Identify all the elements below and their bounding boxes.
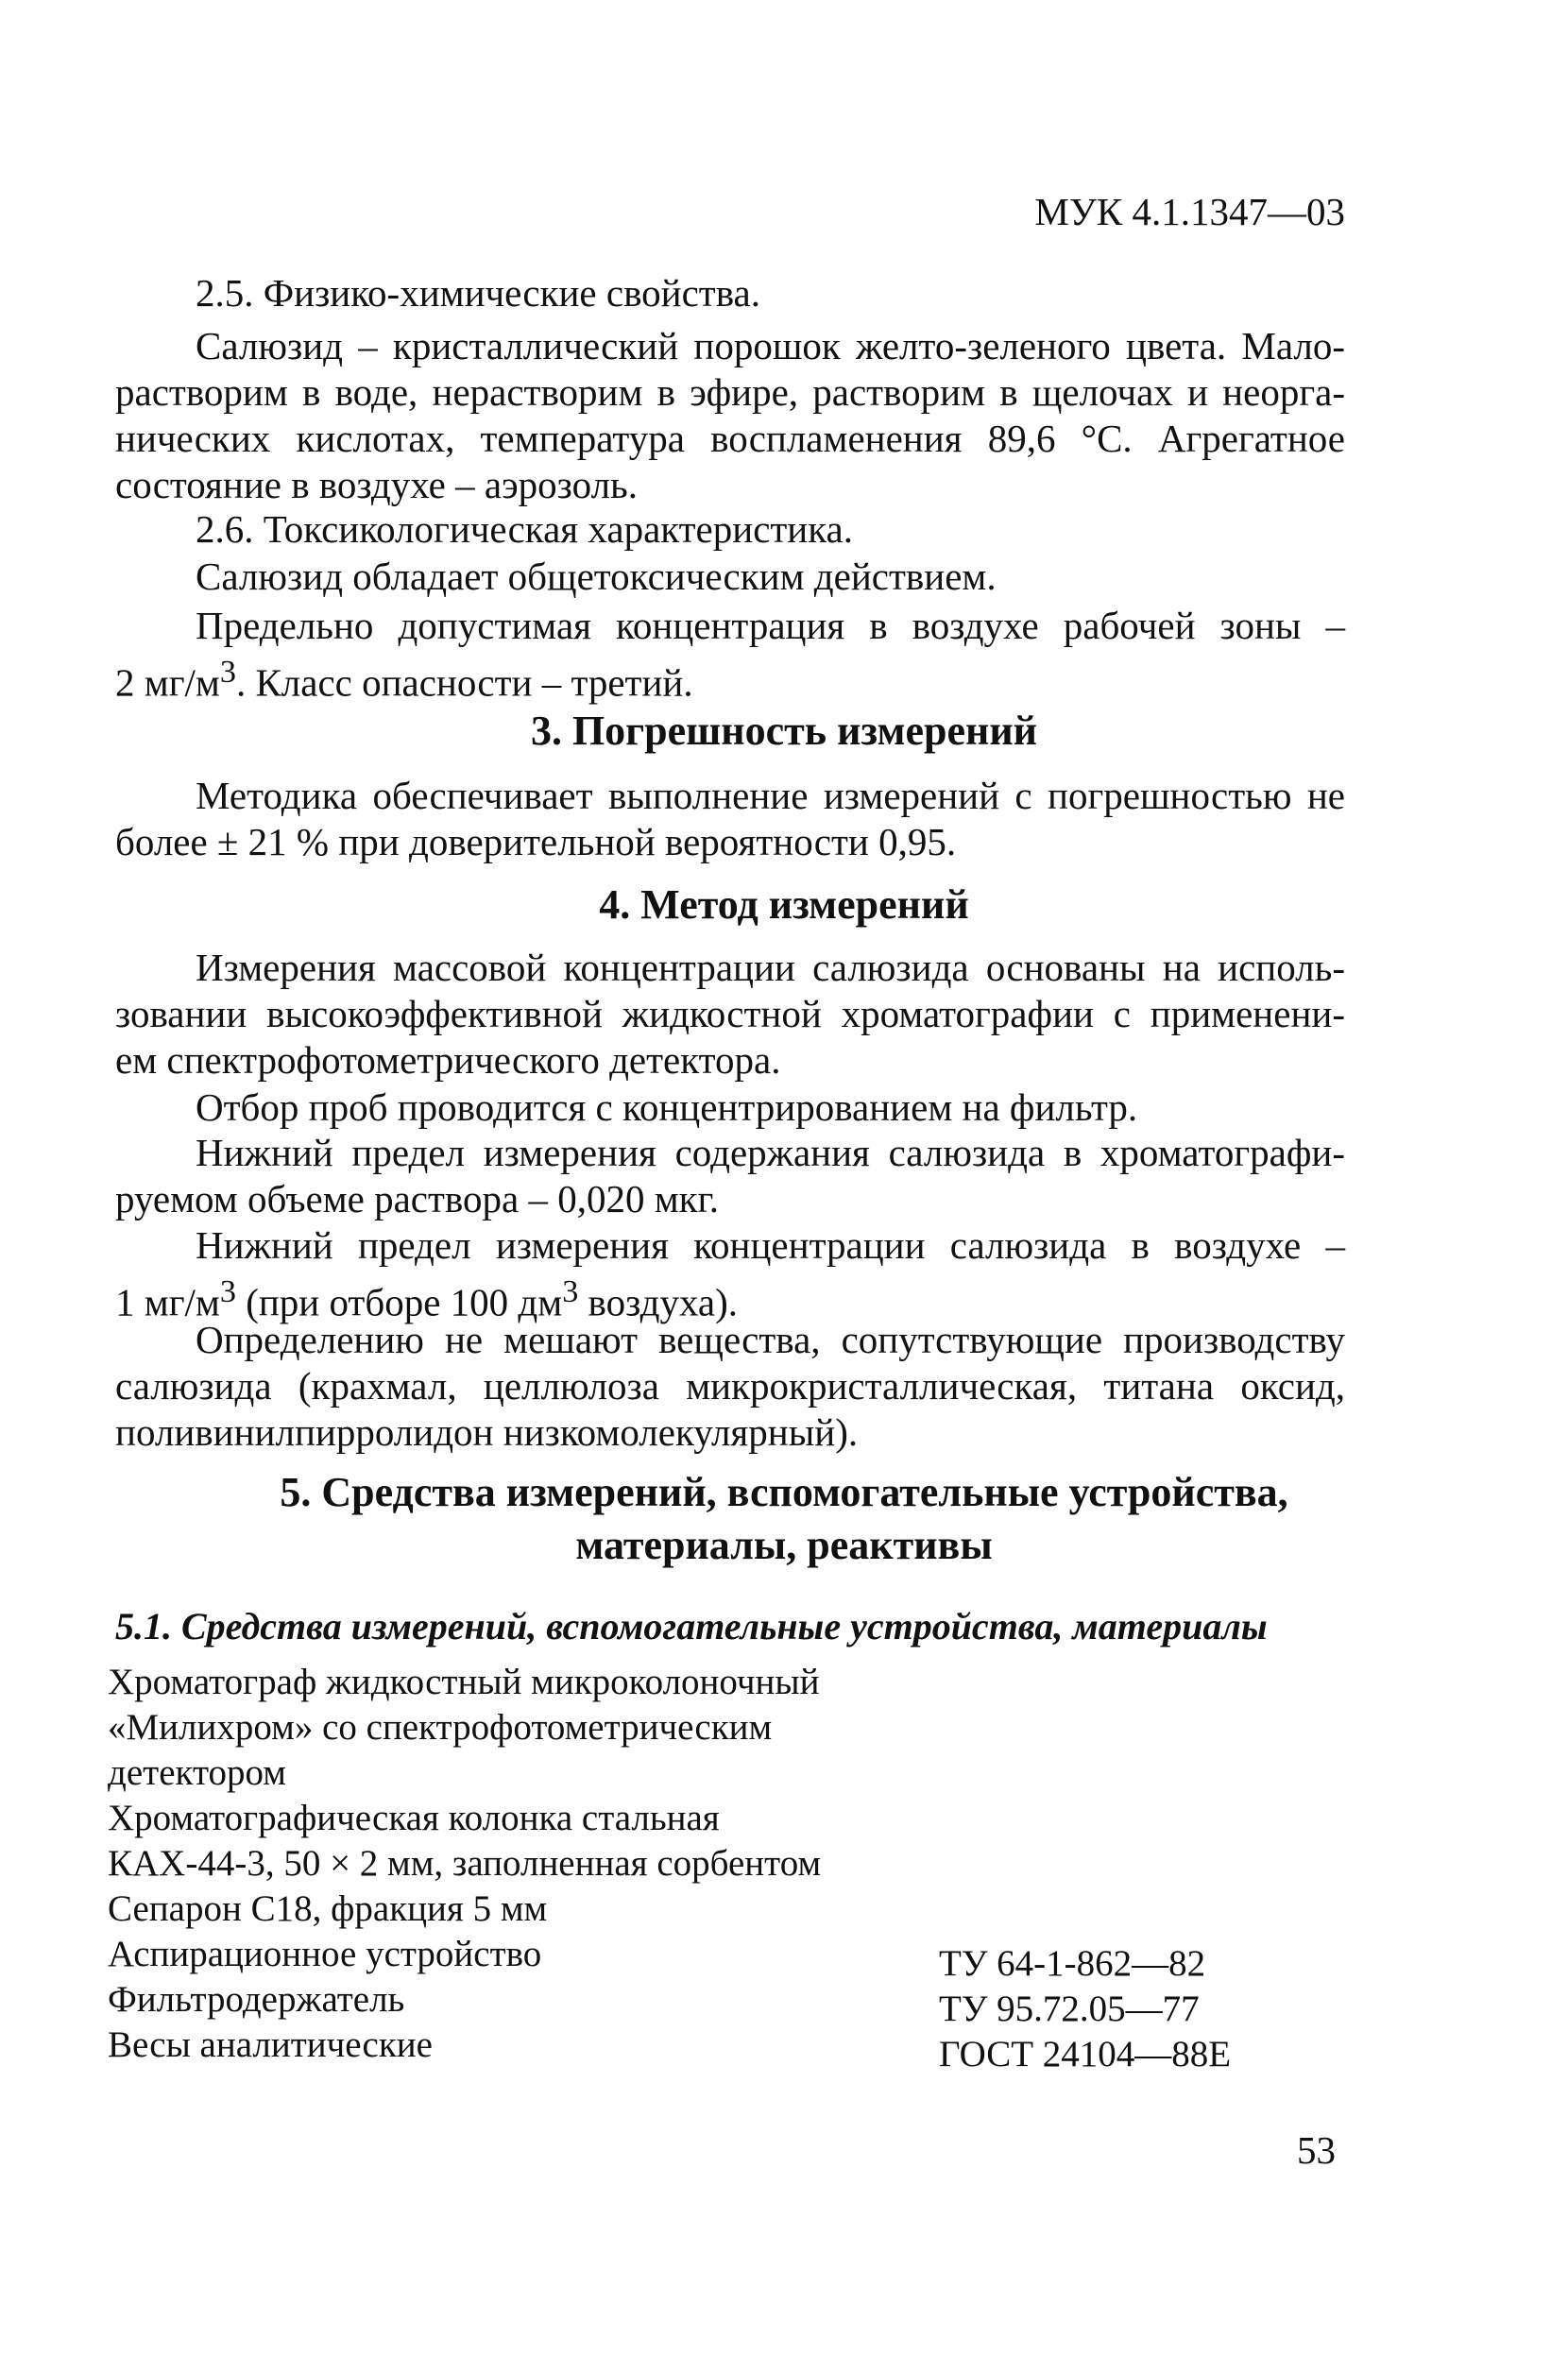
text-fragment: 2 мг/м [115,660,220,705]
section-2-6-paragraph [115,603,1345,707]
paragraph-line: поливинилпирролидон низкомолекулярный). [115,1410,859,1454]
equipment-row [108,1842,1270,1885]
section-2-5-paragraph [115,323,1345,508]
paragraph-line: Нижний предел измерения концентрации салюзида в воздухе – [196,1223,1345,1267]
paragraph-line: ем спектрофотометрического детектора. [115,1038,781,1082]
section-4-paragraph-3 [115,1130,1345,1222]
equipment-item: Аспирационное устройство [108,1934,542,1974]
equipment-item: КАХ-44-3, 50 × 2 мм, заполненная сорбентом [108,1843,822,1884]
text-fragment: 1 мг/м [115,1280,220,1324]
paragraph-line: состояние в воздухе – аэрозоль. [115,463,638,506]
equipment-item: детектором [108,1752,286,1793]
equipment-item: Весы аналитические [108,2024,433,2065]
paragraph-line [115,649,1345,707]
equipment-row [108,1978,1270,2029]
text-fragment: (при отборе 100 дм [235,1280,563,1324]
paragraph-line: Измерения массовой концентрации салюзида основаны на исполь- [196,946,1345,989]
section-4-paragraph-1 [115,945,1345,1084]
paragraph-line: Предельно допустимая концентрация в воздухе рабочей зоны – [196,604,1345,647]
equipment-item: Фильтродержатель [108,1979,405,2020]
section-2-6-title: 2.6. Токсикологическая характеристика. [196,507,853,551]
section-5-1-subheading: 5.1. Средства измерений, вспомогательные устройства, материалы [115,1605,1268,1647]
section-4-paragraph-4 [115,1222,1345,1326]
equipment-item: Сепарон С18, фракция 5 мм [108,1888,548,1929]
section-4-paragraph-2: Отбор проб проводится с концентрированием на фильтр. [196,1085,1138,1129]
text-fragment: воздуха). [578,1280,739,1324]
equipment-item: Хроматографическая колонка стальная [108,1798,720,1838]
equipment-item: «Милихром» со спектрофотометрическим [108,1707,773,1748]
section-4-paragraph-5 [115,1317,1345,1456]
paragraph-line: нических кислотах, температура воспламенения 89,6 °C. Агрегатное [115,417,1345,460]
equipment-row [108,1661,1270,1703]
paragraph-line: растворим в воде, нерастворим в эфире, растворим в щелочах и неорга- [115,370,1345,414]
paragraph-line: Методика обеспечивает выполнение измерений с погрешностью не [196,774,1345,817]
section-2-5-title: 2.5. Физико-химические свойства. [196,271,760,315]
heading-line: 5. Средства измерений, вспомогательные устройства, [280,1469,1288,1515]
superscript: 3 [219,1274,236,1309]
paragraph-line: зовании высокоэффективной жидкостной хроматографии с применени- [115,992,1345,1035]
section-5-heading [0,1466,1568,1572]
equipment-row [108,1887,1270,1930]
equipment-row [108,1933,1270,1984]
document-code: МУК 4.1.1347—03 [1034,190,1345,233]
text-fragment: . Класс опасности – третий. [235,660,693,705]
section-2-6-line-1: Салюзид обладает общетоксическим действием. [196,555,997,598]
paragraph-line: более ± 21 % при доверительной вероятности 0,95. [115,820,957,863]
equipment-standard: ТУ 95.72.05—77 [939,1989,1200,2029]
equipment-item: Хроматограф жидкостный микроколоночный [108,1662,820,1702]
section-3-paragraph [115,773,1345,865]
page-number: 53 [1297,2128,1336,2172]
paragraph-line: Салюзид – кристаллический порошок желто-зеленого цвета. Мало- [196,324,1345,367]
equipment-row [108,1751,1270,1794]
equipment-standard: ТУ 64-1-862—82 [939,1943,1206,1984]
equipment-row [108,1797,1270,1839]
equipment-standard: ГОСТ 24104—88Е [939,2034,1232,2074]
equipment-row [108,2023,1270,2074]
heading-line: материалы, реактивы [575,1522,993,1568]
paragraph-line: салюзида (крахмал, целлюлоза микрокристаллическая, титана оксид, [115,1364,1345,1408]
superscript: 3 [562,1274,579,1309]
equipment-row [108,1706,1270,1749]
section-4-heading: 4. Метод измерений [599,881,969,928]
superscript: 3 [219,655,236,690]
paragraph-line: Определению не мешают вещества, сопутствующие производству [196,1318,1345,1361]
section-3-heading: 3. Погрешность измерений [530,708,1038,754]
paragraph-line: Нижний предел измерения содержания салюзида в хроматографи- [196,1131,1345,1174]
paragraph-line: руемом объеме раствора – 0,020 мкг. [115,1177,720,1221]
